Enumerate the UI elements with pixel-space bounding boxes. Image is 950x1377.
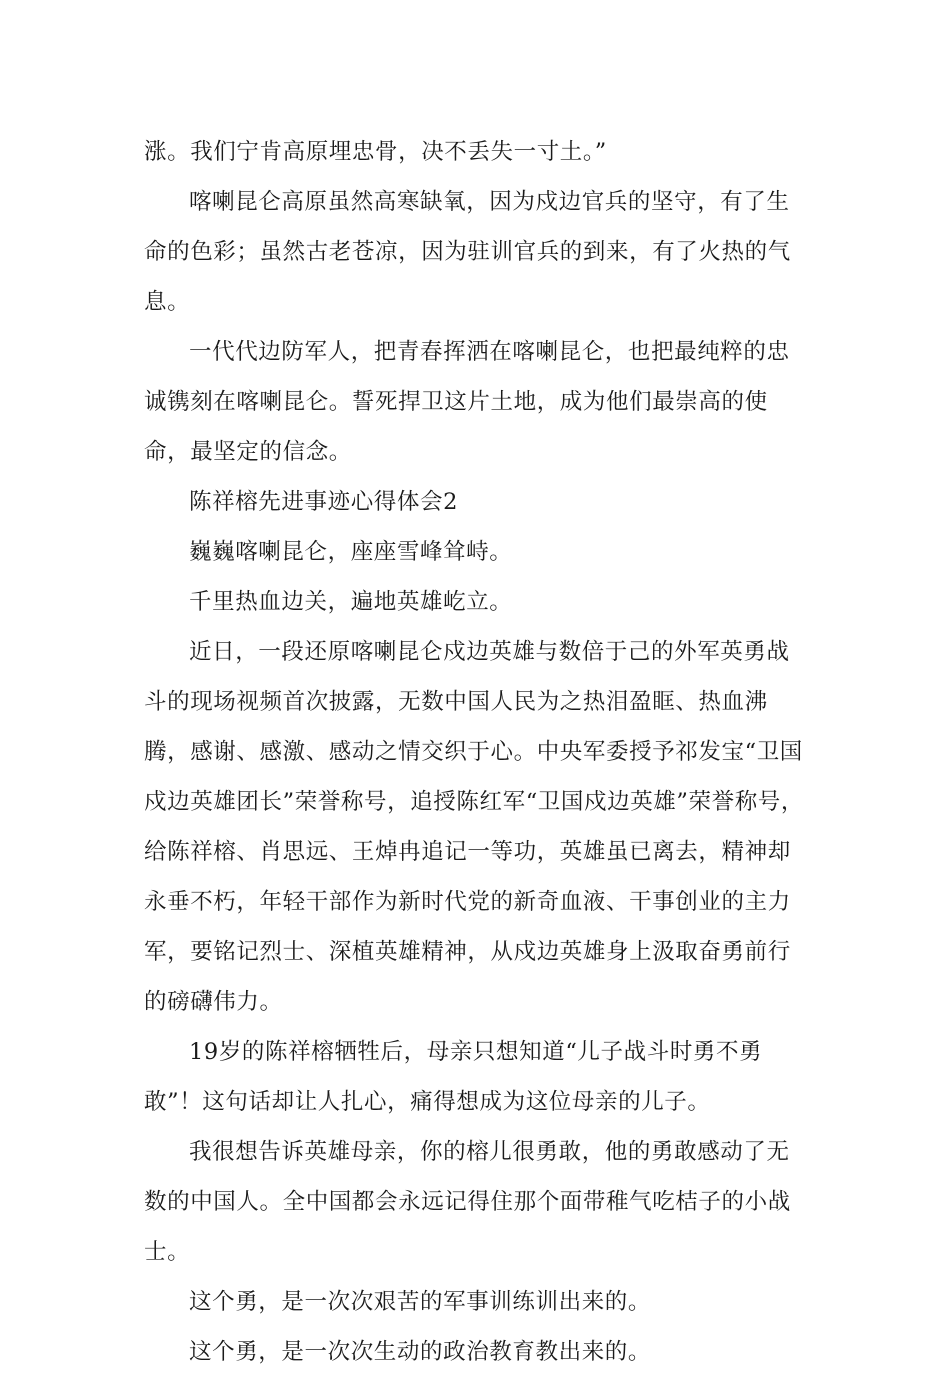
paragraph: 我很想告诉英雄母亲，你的榕儿很勇敢，他的勇敢感动了无数的中国人。全中国都会永远记得住那个面带稚气吃桔子的小战士。 [144, 1139, 791, 1265]
paragraph: 涨。我们宁肯高原埋忠骨，决不丢失一寸土。” [144, 139, 607, 165]
poem-line: 巍巍喀喇昆仑，座座雪峰耸峙。 [189, 539, 513, 565]
paragraph: 这个勇，是一次次艰苦的军事训练训出来的。 [189, 1289, 652, 1315]
paragraph: 19岁的陈祥榕牺牲后，母亲只想知道“儿子战斗时勇不勇敢”！这句话却让人扎心，痛得想成为这位母亲的儿子。 [144, 1039, 763, 1115]
poem-line: 千里热血边关，遍地英雄屹立。 [189, 589, 513, 615]
section-heading: 陈祥榕先进事迹心得体会2 [189, 489, 459, 515]
paragraph: 近日，一段还原喀喇昆仑戍边英雄与数倍于己的外军英勇战斗的现场视频首次披露，无数中国人民为之热泪盈眶、热血沸腾，感谢、感激、感动之情交织于心。中央军委授予祁发宝“卫国戍边英雄团长”荣誉称号，追授陈红军“卫国戍边英雄”荣誉称号，给陈祥榕、肖思远、王焯冉追记一等功，英雄虽已离去，精神却永垂不朽，年轻干部作为新时代党的新奇血液、干事创业的主力军，要铭记烈士、深植英雄精神，从戍边英雄身上汲取奋勇前行的磅礴伟力。 [144, 639, 805, 1015]
paragraph: 喀喇昆仑高原虽然高寒缺氧，因为戍边官兵的坚守，有了生命的色彩；虽然古老苍凉，因为驻训官兵的到来，有了火热的气息。 [144, 189, 791, 315]
paragraph: 一代代边防军人，把青春挥洒在喀喇昆仑，也把最纯粹的忠诚镌刻在喀喇昆仑。誓死捍卫这片土地，成为他们最崇高的使命，最坚定的信念。 [144, 339, 790, 465]
document-body [144, 127, 810, 1377]
paragraph: 这个勇，是一次次生动的政治教育教出来的。 [189, 1339, 652, 1365]
